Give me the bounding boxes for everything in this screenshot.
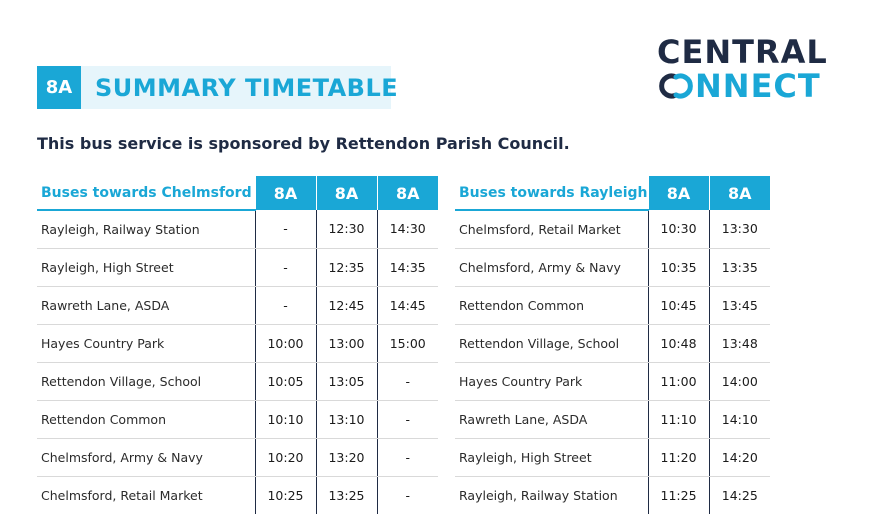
direction-heading: Buses towards Chelmsford (37, 176, 255, 210)
stop-name: Rawreth Lane, ASDA (37, 286, 255, 324)
departure-time: 11:00 (648, 362, 709, 400)
departure-time: 13:05 (316, 362, 377, 400)
table-row (37, 210, 438, 248)
stop-name: Rettendon Common (37, 400, 255, 438)
departure-time: 10:30 (648, 210, 709, 248)
table-row (455, 324, 770, 362)
table-row (37, 438, 438, 476)
table-row (455, 286, 770, 324)
departure-time: 14:35 (377, 248, 438, 286)
timetable-towards-chelmsford (37, 176, 438, 514)
departure-time: 15:00 (377, 324, 438, 362)
departure-time: - (255, 286, 316, 324)
table-row (37, 400, 438, 438)
logo-line-2 (657, 67, 821, 105)
stop-name: Rettendon Common (455, 286, 648, 324)
departure-time: - (255, 248, 316, 286)
departure-time: - (377, 438, 438, 476)
departure-time: 10:10 (255, 400, 316, 438)
route-column-header: 8A (709, 176, 770, 210)
departure-time: 11:10 (648, 400, 709, 438)
stop-name: Rayleigh, High Street (455, 438, 648, 476)
central-connect-logo (657, 33, 837, 105)
table-header-row (37, 176, 438, 210)
departure-time: 10:45 (648, 286, 709, 324)
stop-name: Hayes Country Park (455, 362, 648, 400)
departure-time: 13:45 (709, 286, 770, 324)
sponsor-text: This bus service is sponsored by Rettendon Parish Council. (37, 134, 570, 153)
table-row (455, 438, 770, 476)
departure-time: 11:20 (648, 438, 709, 476)
departure-time: 14:25 (709, 476, 770, 514)
stop-name: Rayleigh, Railway Station (459, 487, 618, 503)
departure-time: 13:25 (316, 476, 377, 514)
table-row (37, 248, 438, 286)
departure-time: 12:30 (316, 210, 377, 248)
stop-name: Chelmsford, Army & Navy (37, 438, 255, 476)
departure-time: 14:20 (709, 438, 770, 476)
stop-name: Chelmsford, Retail Market (41, 487, 203, 503)
departure-time: 13:10 (316, 400, 377, 438)
table-row (455, 362, 770, 400)
departure-time: 13:20 (316, 438, 377, 476)
route-column-header: 8A (255, 176, 316, 210)
logo-line-1: CENTRAL (657, 33, 828, 71)
departure-time: 10:35 (648, 248, 709, 286)
table-row (37, 286, 438, 324)
table-row (37, 324, 438, 362)
departure-time: - (377, 362, 438, 400)
route-column-header: 8A (316, 176, 377, 210)
table-row (455, 400, 770, 438)
table-row (455, 248, 770, 286)
direction-heading: Buses towards Rayleigh (455, 176, 648, 210)
stop-name: Rawreth Lane, ASDA (455, 400, 648, 438)
departure-time: 10:20 (255, 438, 316, 476)
timetable-towards-rayleigh (455, 176, 770, 514)
title-band (81, 66, 399, 109)
departure-time: 13:35 (709, 248, 770, 286)
stop-name: Rayleigh, Railway Station (37, 210, 255, 248)
stop-name: Rettendon Village, School (455, 324, 648, 362)
departure-time: 14:00 (709, 362, 770, 400)
departure-time: 10:05 (255, 362, 316, 400)
departure-time: 12:45 (316, 286, 377, 324)
departure-time: 13:48 (709, 324, 770, 362)
departure-time: 14:30 (377, 210, 438, 248)
logo-line-2-text: NNECT (695, 67, 821, 105)
departure-time: 10:48 (648, 324, 709, 362)
stop-name: Rettendon Village, School (37, 362, 255, 400)
stop-name: Chelmsford, Army & Navy (455, 248, 648, 286)
stop-name: Rayleigh, High Street (37, 248, 255, 286)
route-column-header: 8A (648, 176, 709, 210)
stop-name: Hayes Country Park (37, 324, 255, 362)
departure-time: 13:00 (316, 324, 377, 362)
table-header-row (455, 176, 770, 210)
departure-time: 11:25 (648, 476, 709, 514)
departure-time: 10:00 (255, 324, 316, 362)
route-badge: 8A (37, 66, 81, 109)
departure-time: 14:10 (709, 400, 770, 438)
departure-time: 14:45 (377, 286, 438, 324)
departure-time: 13:30 (709, 210, 770, 248)
route-column-header: 8A (377, 176, 438, 210)
departure-time: - (255, 210, 316, 248)
departure-time: 12:35 (316, 248, 377, 286)
table-row (37, 362, 438, 400)
table-row (37, 476, 438, 514)
table-row (455, 476, 770, 514)
departure-time: - (377, 476, 438, 514)
departure-time: - (377, 400, 438, 438)
departure-time: 10:25 (255, 476, 316, 514)
page-title: SUMMARY TIMETABLE (95, 73, 399, 102)
table-row (455, 210, 770, 248)
stop-name: Chelmsford, Retail Market (455, 210, 648, 248)
swirl-o-icon (657, 71, 695, 101)
